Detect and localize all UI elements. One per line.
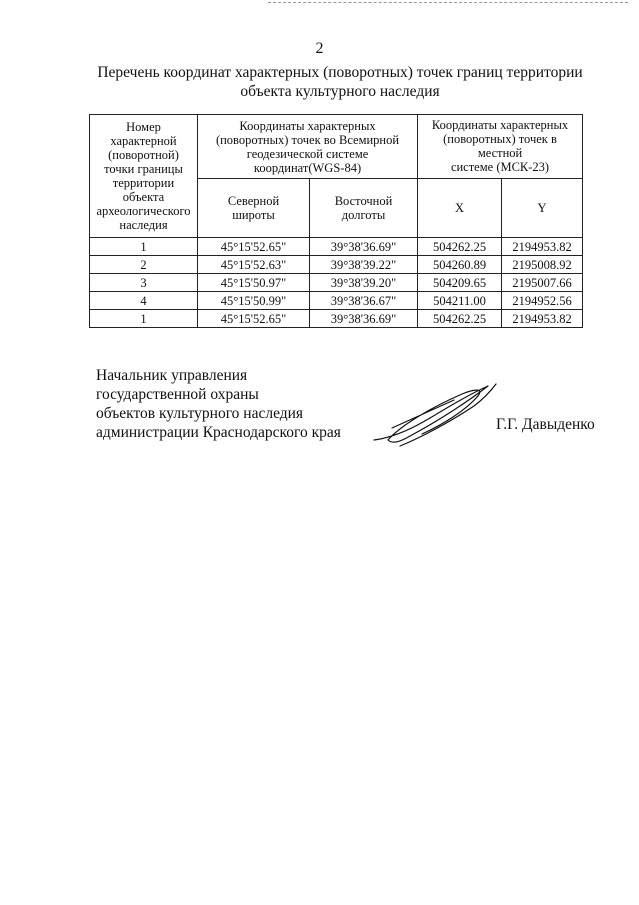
title-line-1: Перечень координат характерных (поворотных) точек границ территории: [97, 64, 583, 81]
cell-point-number: 3: [90, 274, 198, 292]
position-line: администрации Краснодарского края: [96, 424, 341, 441]
position-line: Начальник управления: [96, 367, 248, 384]
cell-x: 504260.89: [418, 256, 502, 274]
cell-longitude: 39°38'39.22": [310, 256, 418, 274]
cell-latitude: 45°15'50.97": [198, 274, 310, 292]
cell-y: 2195008.92: [502, 256, 583, 274]
table-row: [90, 238, 583, 256]
cell-x: 504262.25: [418, 238, 502, 256]
cell-y: 2194953.82: [502, 238, 583, 256]
cell-longitude: 39°38'36.69": [310, 238, 418, 256]
cell-x: 504262.25: [418, 310, 502, 328]
table-header-row: [90, 115, 583, 179]
table-row: [90, 274, 583, 292]
cell-y: 2194952.56: [502, 292, 583, 310]
cell-latitude: 45°15'52.65": [198, 238, 310, 256]
position-line: государственной охраны: [96, 386, 259, 403]
cell-point-number: 1: [90, 238, 198, 256]
page-number: 2: [315, 40, 324, 57]
top-dashed-line: [268, 2, 628, 3]
title-line-2: объекта культурного наследия: [240, 83, 440, 100]
position-line: объектов культурного наследия: [96, 405, 304, 422]
header-longitude: Восточной долготы: [310, 179, 418, 238]
cell-latitude: 45°15'52.63": [198, 256, 310, 274]
coordinates-table: [89, 114, 583, 328]
cell-point-number: 4: [90, 292, 198, 310]
cell-point-number: 1: [90, 310, 198, 328]
cell-latitude: 45°15'50.99": [198, 292, 310, 310]
handwritten-signature-icon: [370, 380, 500, 450]
cell-point-number: 2: [90, 256, 198, 274]
cell-x: 504211.00: [418, 292, 502, 310]
signatory-position: [96, 366, 341, 442]
header-x: X: [418, 179, 502, 238]
cell-longitude: 39°38'39.20": [310, 274, 418, 292]
header-latitude: Северной широты: [198, 179, 310, 238]
cell-longitude: 39°38'36.67": [310, 292, 418, 310]
header-point-number: Номер характерной (поворотной) точки границы территории объекта археологического наследия: [90, 115, 198, 238]
table-row: [90, 310, 583, 328]
header-wgs84-group: Координаты характерных (поворотных) точек во Всемирной геодезической системе координат(WGS-84): [198, 115, 418, 179]
header-y: Y: [502, 179, 583, 238]
cell-y: 2194953.82: [502, 310, 583, 328]
cell-y: 2195007.66: [502, 274, 583, 292]
table-row: [90, 256, 583, 274]
cell-latitude: 45°15'52.65": [198, 310, 310, 328]
cell-longitude: 39°38'36.69": [310, 310, 418, 328]
header-msk23-group: Координаты характерных (поворотных) точек в местной системе (МСК-23): [418, 115, 583, 179]
table-row: [90, 292, 583, 310]
cell-x: 504209.65: [418, 274, 502, 292]
document-title: [80, 63, 600, 101]
signer-name: Г.Г. Давыденко: [496, 416, 595, 433]
